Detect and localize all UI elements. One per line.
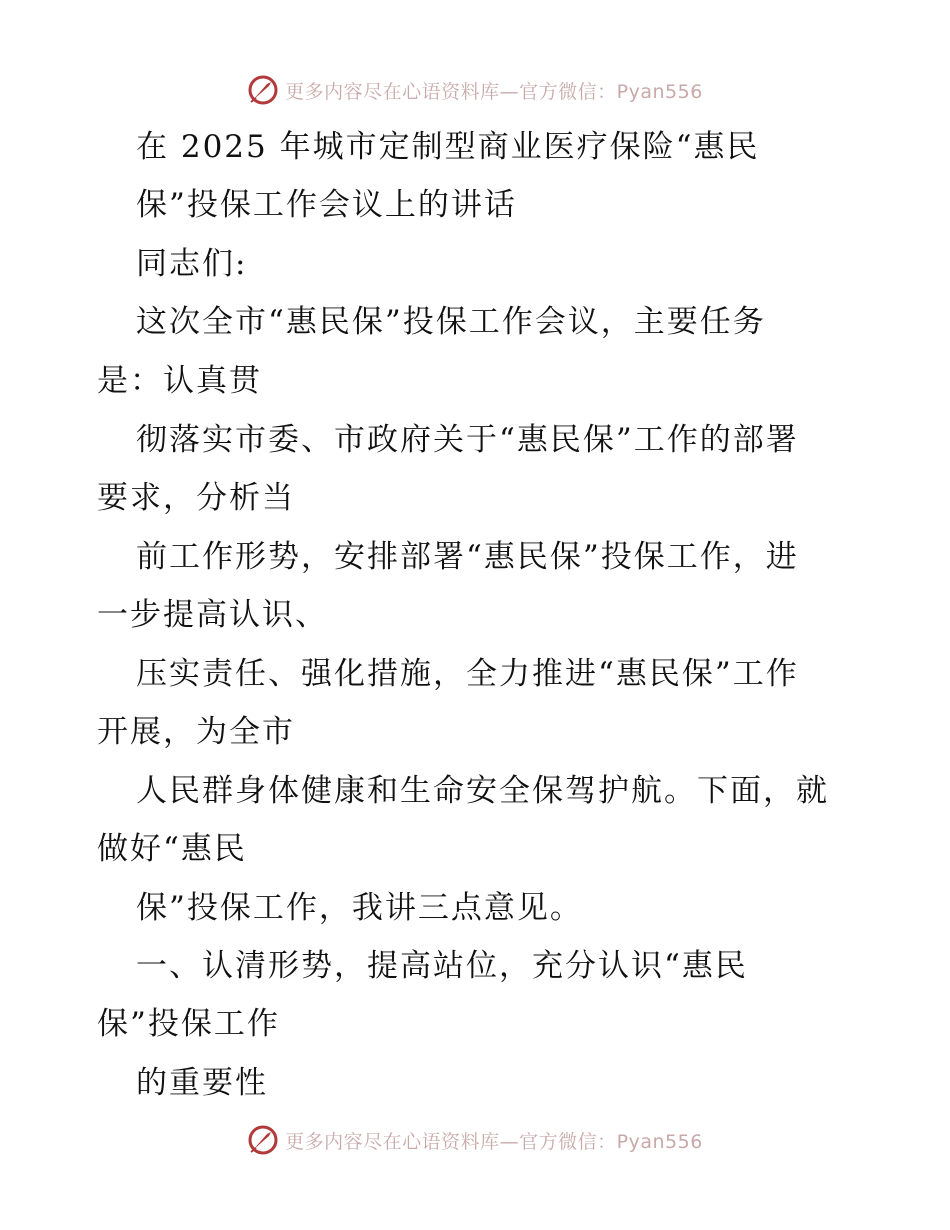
text-line: 压实责任、强化措施，全力推进“惠民保”工作 xyxy=(136,656,799,692)
text-line: 要求，分析当 xyxy=(97,480,295,516)
quill-logo-icon xyxy=(247,1124,279,1156)
text-line: 彻落实市委、市政府关于“惠民保”工作的部署 xyxy=(136,422,799,458)
watermark-text: 更多内容尽在心语资料库—官方微信：Pyan556 xyxy=(285,1130,703,1153)
header-watermark xyxy=(0,70,950,110)
text-line: 做好“惠民 xyxy=(97,831,247,867)
footer-watermark xyxy=(0,1120,950,1160)
title-line-2: 保”投保工作会议上的讲话 xyxy=(136,187,517,223)
salutation: 同志们: xyxy=(136,246,248,282)
watermark-text: 更多内容尽在心语资料库—官方微信：Pyan556 xyxy=(285,80,703,103)
text-line: 前工作形势，安排部署“惠民保”投保工作，进 xyxy=(136,539,799,575)
text-line: 一步提高认识、 xyxy=(97,597,328,633)
text-line: 保”投保工作，我讲三点意见。 xyxy=(136,890,583,926)
text-line: 开展，为全市 xyxy=(97,714,295,750)
text-line: 这次全市“惠民保”投保工作会议，主要任务 xyxy=(136,304,766,340)
text-line: 是：认真贯 xyxy=(97,363,262,399)
section-heading-line-3: 的重要性 xyxy=(136,1065,268,1101)
wechat-id: Pyan556 xyxy=(616,80,703,103)
title-line-1: 在 2025 年城市定制型商业医疗保险“惠民 xyxy=(136,129,760,165)
section-heading-line-2: 保”投保工作 xyxy=(97,1006,280,1042)
wechat-id: Pyan556 xyxy=(616,1130,703,1153)
section-heading-line-1: 一、认清形势，提高站位，充分认识“惠民 xyxy=(136,948,748,984)
quill-logo-icon xyxy=(247,74,279,106)
text-line: 人民群身体健康和生命安全保驾护航。下面，就 xyxy=(136,773,829,809)
